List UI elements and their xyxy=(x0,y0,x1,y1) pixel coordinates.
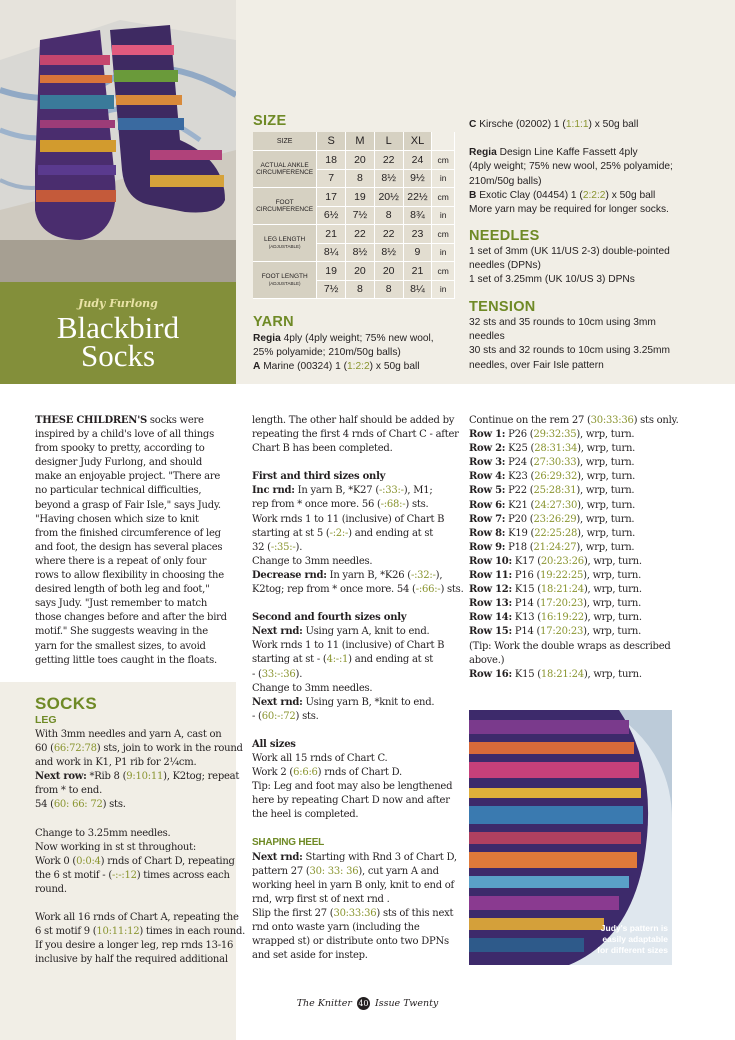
column-3-text: Continue on the rem 27 (30:33:36) sts only. Row 1: P26 (29:32:35), wrp, turn. Row 2: K25 (28:31:34), wrp, turn. Row 3: P24 (27:30:33), wrp, turn. Row 4: K23 (26:29:32), wrp, turn. Row 5: P22 (25:28:31), wrp, turn. Row 6: K21 (24:27:30), wrp, turn. Row 7: P20 (23:26:29), wrp, turn. Row 8: K19 (22:25:28), wrp, turn. Row 9: P18 (21:24:27), wrp, turn. Row 10: K17 (20:23:26), wrp, turn. Row 11: P16 (19:22:25), wrp, turn. Row 12: K15 (18:21:24), wrp, turn. Row 13: P14 (17:20:23), wrp, turn. Row 14: K13 (16:19:22), wrp, turn. Row 15: P14 (17:20:23), wrp, turn. (Tip: Work the double wraps as described above.) Row 16: K15 (18:21:24), wrp, turn. xyxy=(469,414,709,682)
unit-cell: in xyxy=(432,243,455,262)
table-cell: 19 xyxy=(346,188,375,207)
table-cell: 8¾ xyxy=(403,206,432,225)
table-cell: 7½ xyxy=(346,206,375,225)
issue-label: Issue Twenty xyxy=(374,998,439,1009)
table-row xyxy=(253,151,455,170)
list-item: Row 16: K15 (18:21:24), wrp, turn. xyxy=(469,668,642,680)
page-number: 40 xyxy=(358,999,369,1008)
table-cell: 8¼ xyxy=(317,243,346,262)
list-item: Row 3: P24 (27:30:33), wrp, turn. xyxy=(469,457,635,469)
table-cell: 23 xyxy=(403,225,432,244)
leg-heading: LEG xyxy=(35,714,57,726)
unit-cell: in xyxy=(432,280,455,299)
table-cell: 21 xyxy=(403,262,432,281)
table-cell: 8 xyxy=(346,169,375,188)
list-item: Row 6: K21 (24:27:30), wrp, turn. xyxy=(469,499,636,511)
list-item: Row 14: K13 (16:19:22), wrp, turn. xyxy=(469,612,642,624)
designer-name: Judy Furlong xyxy=(78,297,158,310)
list-item: Row 1: P26 (29:32:35), wrp, turn. xyxy=(469,429,635,441)
table-row xyxy=(253,225,455,244)
table-cell: 9 xyxy=(403,243,432,262)
list-item: Row 11: P16 (19:22:25), wrp, turn. xyxy=(469,570,642,582)
table-cell: 8¼ xyxy=(403,280,432,299)
table-cell: 8 xyxy=(346,280,375,299)
unit-cell: in xyxy=(432,206,455,225)
size-table xyxy=(253,132,455,299)
list-item: Row 9: P18 (21:24:27), wrp, turn. xyxy=(469,541,635,553)
unit-cell: cm xyxy=(432,262,455,281)
table-cell: 8½ xyxy=(346,243,375,262)
row-label: LEG LENGTH (ADJUSTABLE) xyxy=(253,225,317,262)
unit-cell: cm xyxy=(432,225,455,244)
socks-photo xyxy=(0,0,236,282)
size-col-s: S xyxy=(317,132,346,151)
list-item: Row 4: K23 (26:29:32), wrp, turn. xyxy=(469,471,636,483)
size-table-header xyxy=(253,132,455,151)
size-col-xl: XL xyxy=(403,132,432,151)
intro-text: THESE CHILDREN'S socks were inspired by a child's love of all things from spooky to pretty, according to designer Judy Furlong, and should make an enjoyable project. "There are no particular technical difficulties, beyond a grasp of Fair Isle," says Judy. "Having chosen which size to knit from the finished circumference of leg and foot, the design has several places where there is a repeat of only four rows to allow flexibility in choosing the desired length of both leg and foot," says Judy. "Just remember to match those changes before and after the bird motif." She suggests weaving in the yarn for the smallest sizes, to avoid getting little toes caught in the floats. xyxy=(35,415,227,666)
list-item: Row 2: K25 (28:31:34), wrp, turn. xyxy=(469,443,636,455)
unit-cell: cm xyxy=(432,151,455,170)
table-cell: 8 xyxy=(374,206,403,225)
table-cell: 18 xyxy=(317,151,346,170)
needles-text: 1 set of 3mm (UK 11/US 2-3) double-pointed needles (DPNs) 1 set of 3.25mm (UK 10/US 3) DPNs xyxy=(469,246,670,286)
magazine-name: The Knitter xyxy=(296,998,352,1009)
table-cell: 20½ xyxy=(374,188,403,207)
yarn-heading: YARN xyxy=(253,314,294,330)
photo-caption: Judy's pattern is easily adaptable for different sizes xyxy=(597,923,668,955)
needles-heading: NEEDLES xyxy=(469,228,540,244)
table-row xyxy=(253,188,455,207)
yarn-text-continued: C Kirsche (02002) 1 (1:1:1) x 50g ball Regia Design Line Kaffe Fassett 4ply (4ply weight; 75% new wool, 25% polyamide; 210m/50g balls) B Exotic Clay (04454) 1 (2:2:2) x 50g ball More yarn may be required for longer socks. xyxy=(469,119,673,216)
table-cell: 21 xyxy=(317,225,346,244)
table-cell: 24 xyxy=(403,151,432,170)
table-cell: 20 xyxy=(374,262,403,281)
table-cell: 6½ xyxy=(317,206,346,225)
list-item: Row 15: P14 (17:20:23), wrp, turn. xyxy=(469,626,642,638)
table-cell: 19 xyxy=(317,262,346,281)
list-item: Row 8: K19 (22:25:28), wrp, turn. xyxy=(469,527,636,539)
table-cell: 8½ xyxy=(374,243,403,262)
size-col-l: L xyxy=(374,132,403,151)
row-label: FOOT LENGTH (ADJUSTABLE) xyxy=(253,262,317,299)
column-2-text: length. The other half should be added by repeating the first 4 rnds of Chart C - after Chart B has been completed. First and third sizes only Inc rnd: In yarn B, *K27 (-:33:-), M1; rep from * once more. 56 (-:68:-) sts. Work rnds 1 to 11 (inclusive) of Chart B starting at st 5 (-:2:-) and ending at st 32 (-:35:-). Change to 3mm needles. Decrease rnd: In yarn B, *K26 (-:32:-), K2tog; rep from * once more. 54 (-:66:-) sts. Second and fourth sizes only Next rnd: Using yarn A, knit to end. Work rnds 1 to 11 (inclusive) of Chart B starting at st - (4:-:1) and ending at st - (33:-:36). Change to 3mm needles. Next rnd: Using yarn B, *knit to end. - (60:-:72) sts. All sizes Work all 15 rnds of Chart C. Work 2 (6:6:6) rnds of Chart D. Tip: Leg and foot may also be lengthened here by repeating Chart D now and after the heel is completed. SHAPING HEEL Next rnd: Starting with Rnd 3 of Chart D, pattern 27 (30: 33: 36), cut yarn A and working heel in yarn B only, knit to end of rnd, wrp first st of next rnd . Slip the first 27 (30:33:36) sts of this next rnd onto waste yarn (including the wrapped st) or distribute onto two DPNs and set aside for instep. xyxy=(252,415,464,962)
table-cell: 22 xyxy=(374,225,403,244)
socks-heading: SOCKS xyxy=(35,694,97,713)
list-item: Row 12: K15 (18:21:24), wrp, turn. xyxy=(469,584,642,596)
table-cell: 8 xyxy=(374,280,403,299)
table-cell: 17 xyxy=(317,188,346,207)
table-cell: 22½ xyxy=(403,188,432,207)
row-label: FOOT CIRCUMFERENCE xyxy=(253,188,317,225)
row-label: ACTUAL ANKLE CIRCUMFERENCE xyxy=(253,151,317,188)
table-cell: 22 xyxy=(346,225,375,244)
table-cell: 20 xyxy=(346,262,375,281)
page-footer xyxy=(0,997,735,1010)
table-cell: 7½ xyxy=(317,280,346,299)
size-col-unit xyxy=(432,132,455,151)
list-item: Row 5: P22 (25:28:31), wrp, turn. xyxy=(469,485,635,497)
table-cell: 8½ xyxy=(374,169,403,188)
table-cell: 9½ xyxy=(403,169,432,188)
table-cell: 22 xyxy=(374,151,403,170)
heel-heading: SHAPING HEEL xyxy=(252,837,325,849)
list-item: Row 7: P20 (23:26:29), wrp, turn. xyxy=(469,513,635,525)
title-line-2: Socks xyxy=(80,338,156,373)
size-col-m: M xyxy=(346,132,375,151)
tension-text: 32 sts and 35 rounds to 10cm using 3mm needles 30 sts and 32 rounds to 10cm using 3.25mm needles, over Fair Isle pattern xyxy=(469,317,671,371)
list-item: Row 10: K17 (20:23:26), wrp, turn. xyxy=(469,555,642,567)
pattern-title xyxy=(0,310,236,373)
size-col-header: SIZE xyxy=(253,132,317,151)
tension-heading: TENSION xyxy=(469,299,536,315)
table-cell: 20 xyxy=(346,151,375,170)
table-cell: 7 xyxy=(317,169,346,188)
leg-instructions: With 3mm needles and yarn A, cast on 60 (66:72:78) sts, join to work in the round and work in K1, P1 rib for 2¼cm. Next row: *Rib 8 (9:10:11), K2tog; repeat from * to end. 54 (60: 66: 72) sts. Change to 3.25mm needles. Now working in st st throughout: Work 0 (0:0:4) rnds of Chart D, repeating the 6 st motif - (-:-:12) times across each round. Work all 16 rnds of Chart A, repeating the 6 st motif 9 (10:11:12) times in each round. If you desire a longer leg, rep rnds 13-16 inclusive by half the required additional xyxy=(35,729,246,966)
title-line-1: Blackbird xyxy=(56,310,180,345)
unit-cell: in xyxy=(432,169,455,188)
size-heading: SIZE xyxy=(253,113,287,129)
yarn-text: Regia 4ply (4ply weight; 75% new wool, 25% polyamide; 210m/50g balls) A Marine (00324) 1 (1:2:2) x 50g ball xyxy=(253,333,434,373)
unit-cell: cm xyxy=(432,188,455,207)
table-row xyxy=(253,262,455,281)
list-item: Row 13: P14 (17:20:23), wrp, turn. xyxy=(469,598,642,610)
title-block xyxy=(0,282,236,384)
